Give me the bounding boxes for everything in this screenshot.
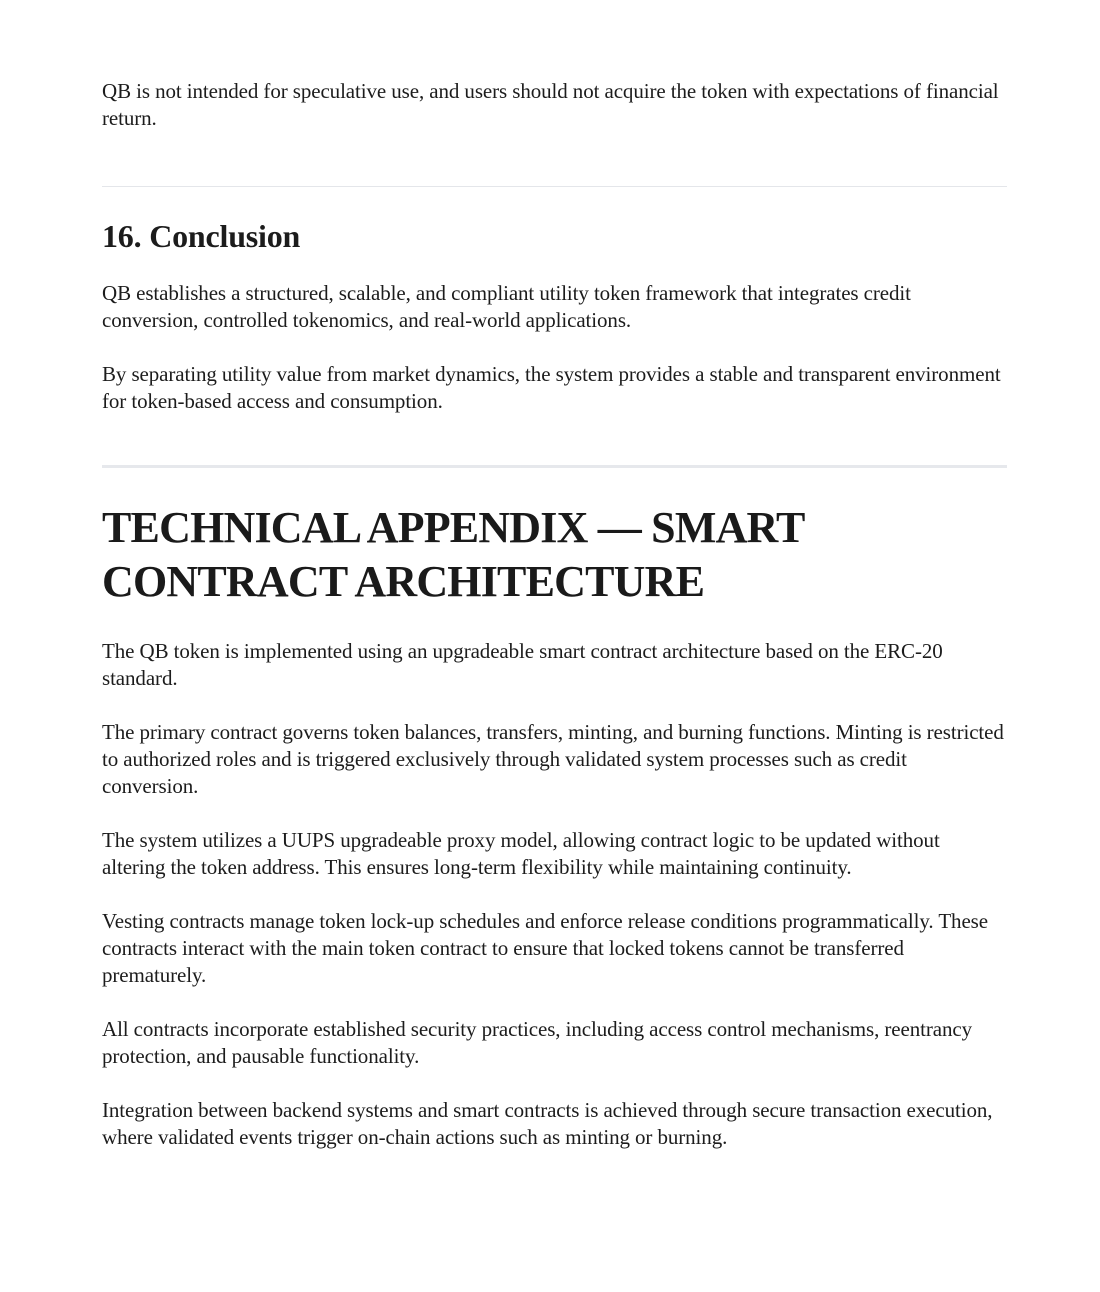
- conclusion-paragraph-1: QB establishes a structured, scalable, and compliant utility token framework that integrates credit conversion, controlled tokenomics, and real-world applications.: [102, 281, 911, 332]
- appendix-paragraph-6: Integration between backend systems and smart contracts is achieved through secure transaction execution, where validated events trigger on-chain actions such as minting or burning.: [102, 1098, 993, 1149]
- section-divider: [102, 186, 1007, 187]
- appendix-paragraph-3: The system utilizes a UUPS upgradeable proxy model, allowing contract logic to be updated without altering the token address. This ensures long-term flexibility while maintaining continuity.: [102, 828, 940, 879]
- appendix-paragraph-1: The QB token is implemented using an upgradeable smart contract architecture based on the ERC-20 standard.: [102, 639, 943, 690]
- appendix-paragraph-5: All contracts incorporate established security practices, including access control mechanisms, reentrancy protection, and pausable functionality.: [102, 1017, 973, 1068]
- appendix-paragraph-4: Vesting contracts manage token lock-up schedules and enforce release conditions programmatically. These contracts interact with the main token contract to ensure that locked tokens cannot be transferred prematurely.: [102, 909, 988, 987]
- appendix-heading: [102, 501, 1007, 609]
- conclusion-heading: 16. Conclusion: [102, 218, 301, 254]
- appendix-paragraph-2: The primary contract governs token balances, transfers, minting, and burning functions. Minting is restricted to authorized roles and is triggered exclusively through validated system processes such as credit conversion.: [102, 720, 1004, 798]
- appendix-heading-line-1: TECHNICAL APPENDIX — SMART: [102, 503, 805, 552]
- intro-paragraph: QB is not intended for speculative use, and users should not acquire the token with expectations of financial return.: [102, 79, 999, 130]
- conclusion-paragraph-2: By separating utility value from market dynamics, the system provides a stable and transparent environment for token-based access and consumption.: [102, 362, 1001, 413]
- section-divider: [102, 465, 1007, 468]
- appendix-heading-line-2: CONTRACT ARCHITECTURE: [102, 557, 705, 606]
- document-page: [102, 78, 1007, 1151]
